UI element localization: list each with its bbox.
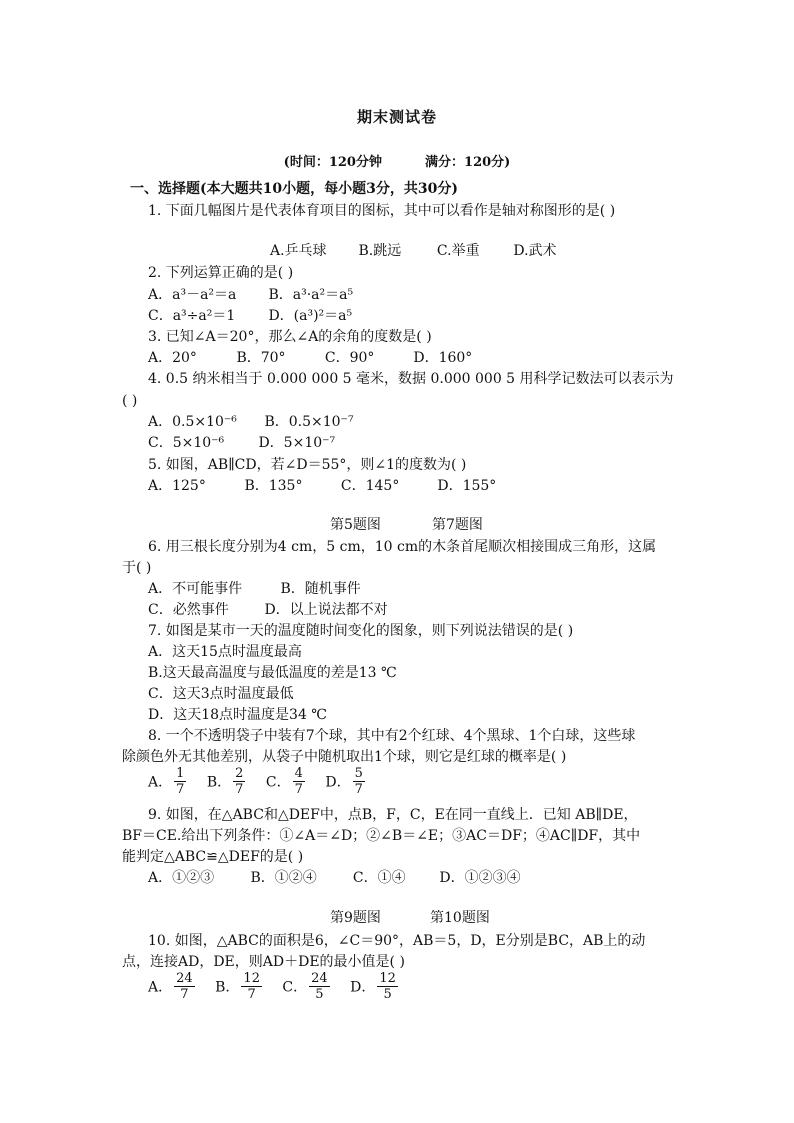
q10-option-c: C． $\frac{24}{5}$ <box>282 971 328 1002</box>
fraction: $\frac{4}{7}$ <box>294 766 303 797</box>
q6-stem-cont: 于( ) <box>122 560 152 576</box>
q1-stem: 1. 下面几幅图片是代表体育项目的图标，其中可以看作是轴对称图形的是( ) <box>148 203 616 219</box>
q2-row2 <box>148 307 352 325</box>
q4-stem: 4. 0.5 纳米相当于 0.000 000 5 毫米，数据 0.000 000 5 用科学记数法可以表示为 <box>148 371 674 387</box>
q3-options <box>148 349 472 367</box>
q6-row1 <box>148 580 361 598</box>
fraction: $\frac{24}{5}$ <box>311 971 328 1002</box>
q7-option-d: D．这天18点时温度是34 ℃ <box>148 707 327 723</box>
fraction: $\frac{1}{7}$ <box>176 766 185 797</box>
q8-option-a: A． $\frac{1}{7}$ <box>148 766 185 797</box>
q8-option-b: B． $\frac{2}{7}$ <box>206 766 244 797</box>
fraction: $\frac{2}{7}$ <box>235 766 244 797</box>
q10-stem-line1: 10. 如图，△ABC的面积是6，∠C＝90°，AB＝5，D，E分别是BC，AB上的动 <box>148 933 646 949</box>
q3-option-a: A．20° <box>148 350 197 366</box>
q3-stem: 3. 已知∠A＝20°，那么∠A的余角的度数是( ) <box>148 329 432 345</box>
figure-caption-q7: 第7题图 <box>432 517 483 533</box>
q1-option-c: C.举重 <box>436 243 480 259</box>
q5-option-d: D．155° <box>437 478 497 494</box>
q5-options <box>148 477 496 495</box>
q9-stem-line1: 9. 如图，在△ABC和△DEF中，点B，F，C，E在同一直线上．已知 AB∥DE， <box>148 807 638 823</box>
q5-option-b: B．135° <box>244 478 303 494</box>
q5-stem: 5. 如图，AB∥CD，若∠D＝55°，则∠1的度数为( ) <box>148 457 467 473</box>
q4-option-d: D．5×10⁻⁷ <box>258 435 336 451</box>
exam-score: 满分：120分) <box>425 155 511 170</box>
q6-option-c: C．必然事件 <box>148 602 229 618</box>
q4-option-a: A．0.5×10⁻⁶ <box>148 414 237 430</box>
q3-option-c: C．90° <box>324 350 375 366</box>
q7-stem: 7. 如图是某市一天的温度随时间变化的图象，则下列说法错误的是( ) <box>148 623 574 639</box>
q6-option-b: B．随机事件 <box>280 581 361 597</box>
q10-option-d: D． $\frac{12}{5}$ <box>350 971 396 1002</box>
figure-caption-q10: 第10题图 <box>430 910 490 926</box>
q9-option-d: D．①②③④ <box>439 870 521 886</box>
section-heading: 一、选择题(本大题共10小题，每小题3分，共30分) <box>130 181 458 197</box>
figure-caption-q9: 第9题图 <box>330 910 381 926</box>
q2-row1 <box>148 286 353 304</box>
q8-option-d: D． $\frac{5}{7}$ <box>325 766 363 797</box>
q10-option-b: B． $\frac{12}{7}$ <box>215 971 260 1002</box>
q5-option-a: A．125° <box>148 478 206 494</box>
q6-row2 <box>148 601 388 619</box>
figure-caption-q5: 第5题图 <box>330 517 381 533</box>
q9-option-a: A．①②③ <box>148 870 215 886</box>
q2-option-b: B．a³·a²＝a⁵ <box>268 287 354 303</box>
q6-stem: 6. 用三根长度分别为4 cm，5 cm，10 cm的木条首尾顺次相接围成三角形，这属 <box>148 539 657 555</box>
q2-stem: 2. 下列运算正确的是( ) <box>148 265 294 281</box>
q6-option-a: A．不可能事件 <box>148 581 243 597</box>
fraction: $\frac{5}{7}$ <box>354 766 363 797</box>
q1-option-d: D.武术 <box>513 243 557 259</box>
q2-option-c: C．a³÷a²＝1 <box>148 308 236 324</box>
q2-option-a: A．a³－a²＝a <box>148 287 237 303</box>
q9-option-c: C．①④ <box>352 870 406 886</box>
fraction: $\frac{12}{5}$ <box>379 971 396 1002</box>
page-title: 期末测试卷 <box>356 108 437 126</box>
q6-option-d: D．以上说法都不对 <box>264 602 388 618</box>
q8-option-c: C． $\frac{4}{7}$ <box>265 766 303 797</box>
q4-stem-cont: ( ) <box>122 393 138 409</box>
q4-row2 <box>148 434 335 452</box>
fraction: $\frac{24}{7}$ <box>176 971 193 1002</box>
q5-option-c: C．145° <box>340 478 400 494</box>
q8-stem-line1: 8. 一个不透明袋子中装有7个球，其中有2个红球、4个黑球、1个白球，这些球 <box>148 728 636 744</box>
q9-stem-line2: BF＝CE.给出下列条件：①∠A＝∠D；②∠B＝∠E；③AC＝DF；④AC∥DF，其中 <box>122 828 641 844</box>
q9-option-b: B．①②④ <box>250 870 317 886</box>
q9-options <box>148 869 521 887</box>
q1-options <box>270 242 557 260</box>
q7-option-a: A．这天15点时温度最高 <box>148 644 302 660</box>
q10-stem-line2: 点，连接AD，DE，则AD＋DE的最小值是( ) <box>122 954 405 970</box>
q9-stem-line3: 能判定△ABC≌△DEF的是( ) <box>122 849 304 865</box>
q2-option-d: D．(a³)²＝a⁵ <box>268 308 353 324</box>
q3-option-b: B．70° <box>236 350 286 366</box>
fraction: $\frac{12}{7}$ <box>243 971 260 1002</box>
q7-option-c: C．这天3点时温度最低 <box>148 686 294 702</box>
q1-option-b: B.跳远 <box>358 243 402 259</box>
q1-option-a: A.乒乓球 <box>270 243 327 259</box>
q8-options <box>148 766 381 797</box>
exam-time: (时间：120分钟 <box>283 155 382 170</box>
q8-stem-line2: 除颜色外无其他差别，从袋子中随机取出1个球，则它是红球的概率是( ) <box>122 749 567 765</box>
exam-subtitle <box>0 151 794 170</box>
q4-row1 <box>148 413 354 431</box>
q10-options <box>148 971 414 1002</box>
q4-option-c: C．5×10⁻⁶ <box>148 435 225 451</box>
q3-option-d: D．160° <box>413 350 473 366</box>
q4-option-b: B．0.5×10⁻⁷ <box>264 414 354 430</box>
q7-option-b: B.这天最高温度与最低温度的差是13 ℃ <box>148 665 397 681</box>
q10-option-a: A． $\frac{24}{7}$ <box>148 971 193 1002</box>
